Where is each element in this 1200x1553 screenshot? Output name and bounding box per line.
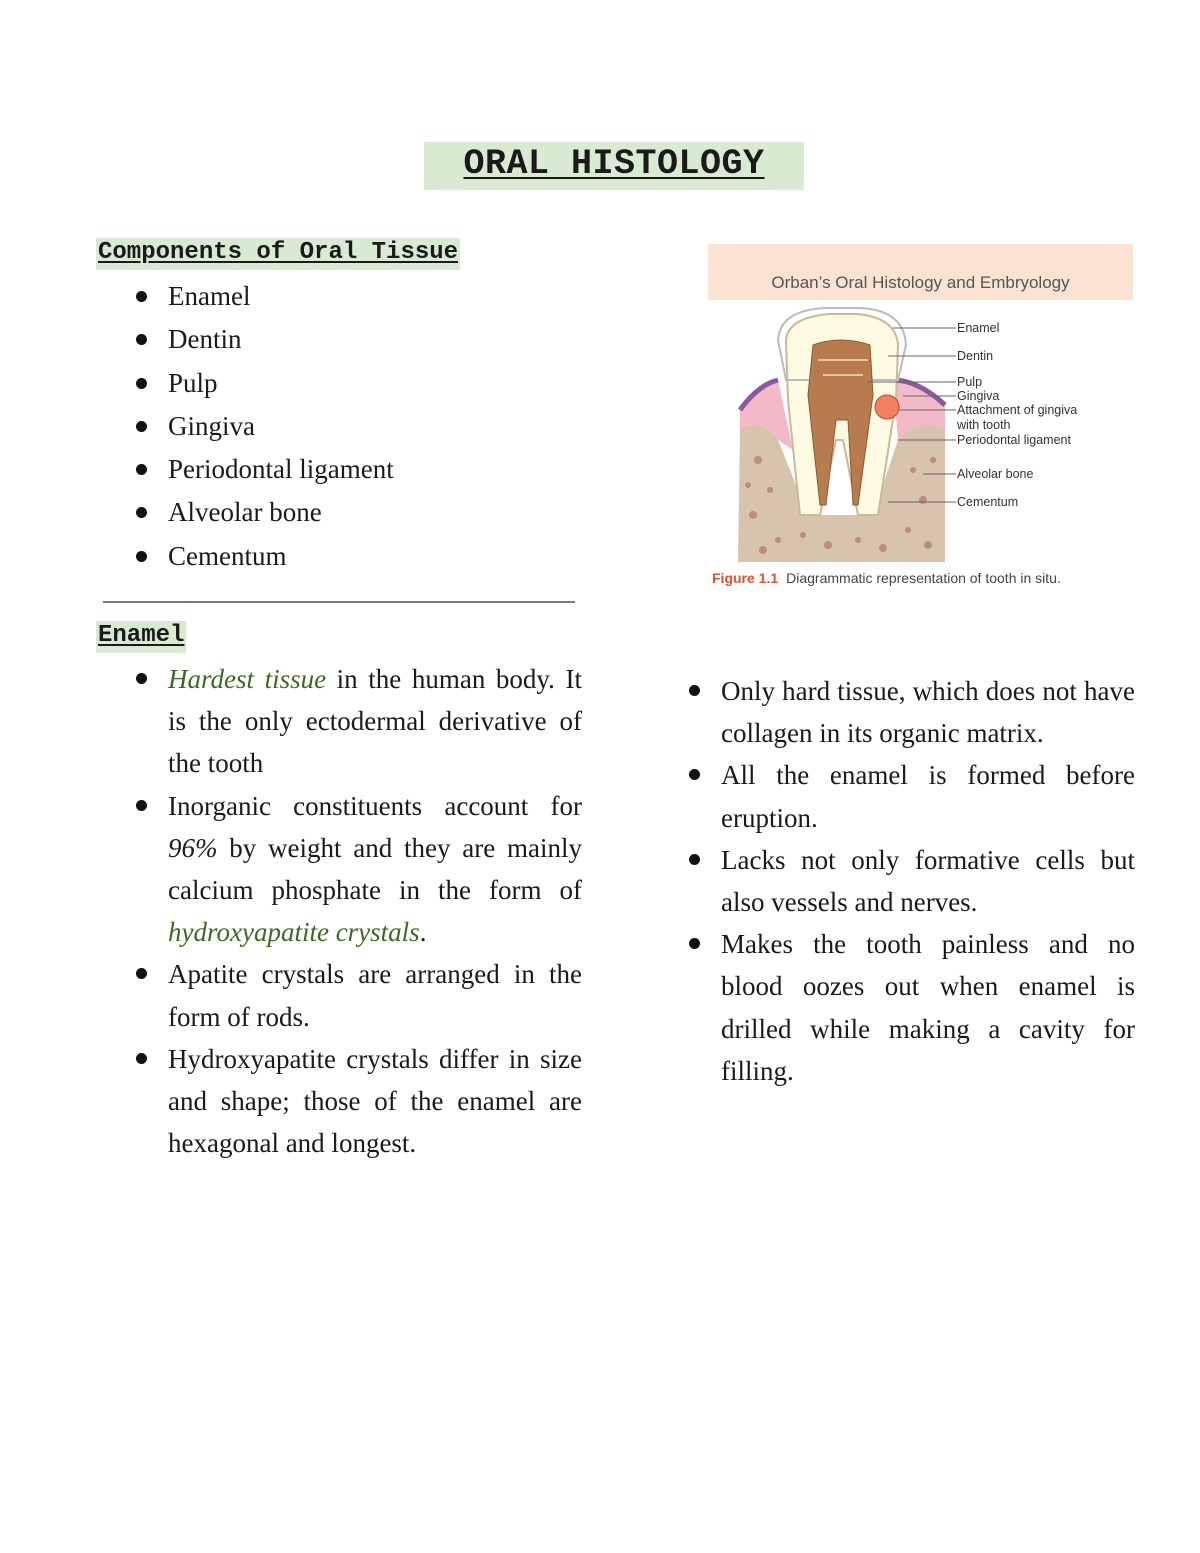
enamel-heading: Enamel	[96, 621, 186, 653]
list-item: Lacks not only formative cells but also vessels and nerves.	[688, 839, 1135, 923]
emphasis-text: hydroxyapatite crystals	[168, 917, 420, 948]
label-periodontal: Periodontal ligament	[957, 433, 1071, 447]
body-text: Inorganic constituents account for	[168, 790, 582, 821]
enamel-list-right	[688, 670, 1135, 1092]
list-item: Apatite crystals are arranged in the form of rods.	[135, 953, 582, 1037]
enamel-list-left	[135, 658, 582, 1164]
emphasis-text: Hardest tissue	[168, 664, 327, 694]
list-item	[135, 785, 582, 954]
list-item: Makes the tooth painless and no blood oozes out when enamel is drilled while making a cavity for filling.	[688, 923, 1135, 1092]
list-item: Enamel	[135, 275, 595, 318]
page-title: ORAL HISTOLOGY	[424, 142, 804, 190]
list-item	[135, 658, 582, 785]
alveolar-bone-shape	[738, 425, 945, 562]
label-enamel: Enamel	[957, 321, 1000, 335]
list-item: Periodontal ligament	[135, 448, 595, 491]
list-item: Pulp	[135, 362, 595, 405]
label-dentin: Dentin	[957, 349, 994, 363]
tooth-figure	[708, 244, 1133, 592]
emphasis-text: 96%	[168, 832, 218, 863]
list-item: Cementum	[135, 535, 595, 578]
list-item: Alveolar bone	[135, 491, 595, 534]
label-with-tooth: with tooth	[957, 418, 1011, 432]
list-item: Dentin	[135, 318, 595, 361]
body-text: by weight and they are mainly calcium phosphate in the form of	[168, 832, 582, 906]
figure-caption-text: Diagrammatic representation of tooth in situ.	[786, 570, 1061, 586]
body-text: in the human body. It is the only ectodermal derivative of the tooth	[168, 664, 582, 779]
tooth-diagram	[708, 300, 1133, 570]
label-alveolar: Alveolar bone	[957, 467, 1034, 481]
components-list	[135, 275, 595, 578]
list-item: Gingiva	[135, 405, 595, 448]
list-item: Only hard tissue, which does not have collagen in its organic matrix.	[688, 670, 1135, 754]
components-heading: Components of Oral Tissue	[96, 238, 460, 270]
list-item: All the enamel is formed before eruption.	[688, 754, 1135, 838]
label-attachment: Attachment of gingiva	[957, 403, 1078, 417]
figure-caption	[712, 570, 1133, 586]
figure-number: Figure 1.1	[712, 570, 779, 586]
attachment-marker	[875, 395, 899, 419]
label-gingiva: Gingiva	[957, 389, 1000, 403]
body-text: .	[419, 917, 427, 948]
label-pulp: Pulp	[957, 375, 983, 389]
section-divider	[103, 601, 575, 603]
label-cementum: Cementum	[957, 495, 1019, 509]
list-item: Hydroxyapatite crystals differ in size and shape; those of the enamel are hexagonal and longest.	[135, 1038, 582, 1165]
figure-book-title: Orban’s Oral Histology and Embryology	[708, 244, 1133, 300]
